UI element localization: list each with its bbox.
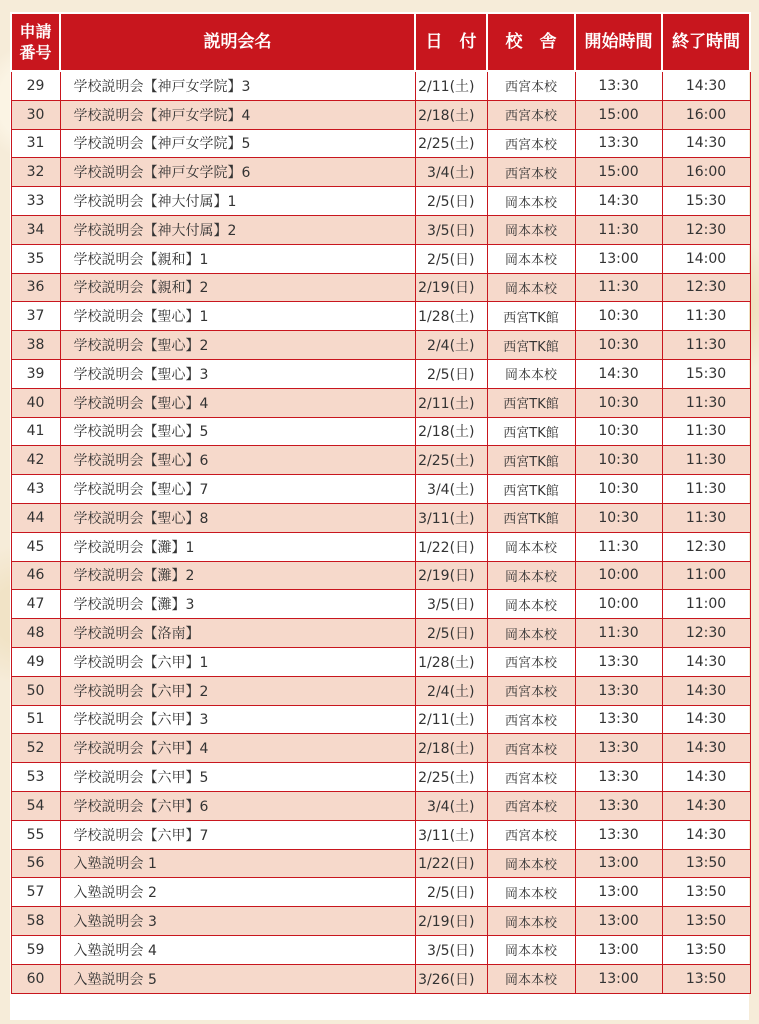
cell-application-number: 32 [11,158,60,187]
cell-date: 2/5(日) [415,187,487,216]
cell-application-number: 37 [11,302,60,331]
cell-date: 2/18(土) [415,734,487,763]
cell-date: 2/18(土) [415,100,487,129]
cell-venue: 西宮本校 [487,791,575,820]
table-row [11,331,750,360]
cell-date: 2/25(土) [415,129,487,158]
cell-venue: 西宮本校 [487,820,575,849]
table-row [11,158,750,187]
cell-end-time: 15:30 [662,359,750,388]
cell-venue: 岡本本校 [487,244,575,273]
cell-application-number: 34 [11,215,60,244]
table-row [11,71,750,100]
cell-venue: 西宮TK館 [487,388,575,417]
cell-session-name: 学校説明会【聖心】5 [60,417,415,446]
cell-venue: 西宮本校 [487,158,575,187]
cell-date: 2/25(土) [415,446,487,475]
cell-start-time: 10:00 [575,590,662,619]
cell-application-number: 55 [11,820,60,849]
cell-start-time: 13:00 [575,878,662,907]
table-row [11,503,750,532]
cell-application-number: 39 [11,359,60,388]
cell-venue: 西宮本校 [487,705,575,734]
cell-date: 2/19(日) [415,561,487,590]
cell-start-time: 11:30 [575,215,662,244]
cell-start-time: 13:30 [575,791,662,820]
cell-date: 2/5(日) [415,359,487,388]
cell-end-time: 13:50 [662,907,750,936]
table-body [11,71,750,993]
cell-session-name: 学校説明会【灘】2 [60,561,415,590]
cell-venue: 西宮本校 [487,129,575,158]
cell-application-number: 60 [11,964,60,993]
cell-application-number: 45 [11,532,60,561]
cell-session-name: 入塾説明会 3 [60,907,415,936]
cell-end-time: 16:00 [662,158,750,187]
table-row [11,964,750,993]
cell-venue: 岡本本校 [487,215,575,244]
table-row [11,187,750,216]
table-row [11,907,750,936]
cell-end-time: 11:00 [662,590,750,619]
cell-date: 2/19(日) [415,273,487,302]
cell-session-name: 学校説明会【聖心】7 [60,475,415,504]
table-row [11,532,750,561]
cell-venue: 西宮本校 [487,676,575,705]
header-date: 日 付 [415,13,487,71]
cell-date: 3/11(土) [415,820,487,849]
cell-end-time: 14:30 [662,129,750,158]
cell-application-number: 51 [11,705,60,734]
cell-start-time: 13:30 [575,647,662,676]
cell-start-time: 10:30 [575,417,662,446]
cell-venue: 岡本本校 [487,935,575,964]
cell-end-time: 14:30 [662,763,750,792]
cell-application-number: 47 [11,590,60,619]
table-row [11,935,750,964]
cell-end-time: 13:50 [662,935,750,964]
cell-venue: 岡本本校 [487,187,575,216]
cell-end-time: 14:30 [662,705,750,734]
cell-end-time: 14:00 [662,244,750,273]
cell-application-number: 33 [11,187,60,216]
cell-venue: 岡本本校 [487,590,575,619]
cell-date: 2/5(日) [415,619,487,648]
cell-start-time: 11:30 [575,532,662,561]
cell-application-number: 50 [11,676,60,705]
cell-session-name: 学校説明会【親和】2 [60,273,415,302]
cell-session-name: 学校説明会【聖心】6 [60,446,415,475]
cell-application-number: 53 [11,763,60,792]
cell-end-time: 11:30 [662,302,750,331]
header-no-line1: 申請 [19,22,52,41]
cell-date: 1/28(土) [415,302,487,331]
cell-start-time: 13:30 [575,820,662,849]
cell-start-time: 10:30 [575,475,662,504]
cell-session-name: 学校説明会【聖心】1 [60,302,415,331]
cell-start-time: 15:00 [575,100,662,129]
cell-session-name: 学校説明会【洛南】 [60,619,415,648]
table-row [11,475,750,504]
cell-venue: 西宮TK館 [487,302,575,331]
cell-end-time: 12:30 [662,532,750,561]
header-session-name: 説明会名 [60,13,415,71]
cell-date: 1/28(土) [415,647,487,676]
cell-session-name: 学校説明会【神戸女学院】5 [60,129,415,158]
cell-end-time: 11:30 [662,331,750,360]
cell-end-time: 11:30 [662,475,750,504]
cell-date: 2/11(土) [415,705,487,734]
cell-date: 2/18(土) [415,417,487,446]
table-row [11,129,750,158]
cell-venue: 岡本本校 [487,273,575,302]
header-start-time: 開始時間 [575,13,662,71]
cell-application-number: 48 [11,619,60,648]
cell-session-name: 学校説明会【六甲】2 [60,676,415,705]
cell-application-number: 36 [11,273,60,302]
cell-session-name: 学校説明会【六甲】3 [60,705,415,734]
cell-venue: 西宮TK館 [487,503,575,532]
table-row [11,791,750,820]
cell-start-time: 11:30 [575,273,662,302]
cell-date: 2/5(日) [415,244,487,273]
cell-venue: 西宮本校 [487,763,575,792]
cell-start-time: 13:00 [575,849,662,878]
cell-application-number: 57 [11,878,60,907]
cell-date: 2/4(土) [415,331,487,360]
cell-session-name: 学校説明会【六甲】6 [60,791,415,820]
cell-application-number: 29 [11,71,60,100]
header-no-line2: 番号 [19,43,52,62]
cell-start-time: 13:30 [575,705,662,734]
cell-start-time: 13:00 [575,907,662,936]
cell-end-time: 13:50 [662,878,750,907]
cell-date: 3/4(土) [415,791,487,820]
table-header-row [11,13,750,71]
cell-application-number: 52 [11,734,60,763]
cell-venue: 岡本本校 [487,532,575,561]
cell-start-time: 13:30 [575,129,662,158]
cell-end-time: 14:30 [662,734,750,763]
cell-application-number: 59 [11,935,60,964]
cell-end-time: 11:30 [662,446,750,475]
cell-session-name: 入塾説明会 4 [60,935,415,964]
cell-session-name: 入塾説明会 5 [60,964,415,993]
schedule-table-container [10,12,749,1020]
cell-session-name: 学校説明会【六甲】7 [60,820,415,849]
cell-session-name: 入塾説明会 1 [60,849,415,878]
cell-venue: 西宮本校 [487,734,575,763]
cell-start-time: 10:30 [575,446,662,475]
cell-start-time: 10:30 [575,331,662,360]
table-row [11,561,750,590]
table-row [11,302,750,331]
cell-end-time: 11:00 [662,561,750,590]
cell-application-number: 31 [11,129,60,158]
cell-end-time: 14:30 [662,676,750,705]
table-row [11,417,750,446]
cell-session-name: 入塾説明会 2 [60,878,415,907]
cell-application-number: 43 [11,475,60,504]
cell-start-time: 13:00 [575,935,662,964]
cell-session-name: 学校説明会【聖心】2 [60,331,415,360]
cell-application-number: 30 [11,100,60,129]
table-row [11,820,750,849]
cell-session-name: 学校説明会【六甲】1 [60,647,415,676]
cell-end-time: 12:30 [662,215,750,244]
cell-application-number: 42 [11,446,60,475]
cell-end-time: 11:30 [662,417,750,446]
cell-application-number: 49 [11,647,60,676]
cell-date: 2/4(土) [415,676,487,705]
cell-date: 2/25(土) [415,763,487,792]
cell-venue: 岡本本校 [487,964,575,993]
cell-start-time: 14:30 [575,359,662,388]
cell-venue: 岡本本校 [487,907,575,936]
table-row [11,590,750,619]
cell-venue: 西宮本校 [487,647,575,676]
cell-session-name: 学校説明会【神大付属】2 [60,215,415,244]
cell-session-name: 学校説明会【聖心】4 [60,388,415,417]
cell-application-number: 58 [11,907,60,936]
cell-end-time: 12:30 [662,273,750,302]
cell-date: 1/22(日) [415,532,487,561]
cell-application-number: 35 [11,244,60,273]
cell-date: 3/4(土) [415,475,487,504]
cell-start-time: 13:00 [575,964,662,993]
table-row [11,215,750,244]
cell-session-name: 学校説明会【灘】1 [60,532,415,561]
cell-venue: 西宮TK館 [487,417,575,446]
table-row [11,273,750,302]
cell-venue: 岡本本校 [487,619,575,648]
header-application-number [11,13,60,71]
cell-start-time: 13:30 [575,763,662,792]
cell-end-time: 14:30 [662,71,750,100]
cell-application-number: 40 [11,388,60,417]
cell-application-number: 41 [11,417,60,446]
cell-start-time: 10:00 [575,561,662,590]
cell-session-name: 学校説明会【神大付属】1 [60,187,415,216]
cell-date: 2/11(土) [415,388,487,417]
table-row [11,647,750,676]
table-row [11,388,750,417]
table-row [11,878,750,907]
cell-session-name: 学校説明会【六甲】5 [60,763,415,792]
cell-end-time: 14:30 [662,791,750,820]
cell-venue: 岡本本校 [487,849,575,878]
cell-date: 2/5(日) [415,878,487,907]
cell-start-time: 14:30 [575,187,662,216]
cell-date: 3/4(土) [415,158,487,187]
cell-session-name: 学校説明会【神戸女学院】6 [60,158,415,187]
table-row [11,100,750,129]
cell-application-number: 38 [11,331,60,360]
cell-date: 3/11(土) [415,503,487,532]
cell-session-name: 学校説明会【聖心】8 [60,503,415,532]
cell-session-name: 学校説明会【親和】1 [60,244,415,273]
cell-venue: 岡本本校 [487,878,575,907]
cell-session-name: 学校説明会【神戸女学院】3 [60,71,415,100]
cell-session-name: 学校説明会【灘】3 [60,590,415,619]
table-row [11,446,750,475]
cell-start-time: 13:00 [575,244,662,273]
table-row [11,619,750,648]
cell-date: 3/5(日) [415,590,487,619]
cell-date: 2/11(土) [415,71,487,100]
cell-date: 3/5(日) [415,935,487,964]
cell-end-time: 15:30 [662,187,750,216]
cell-session-name: 学校説明会【聖心】3 [60,359,415,388]
cell-application-number: 54 [11,791,60,820]
cell-end-time: 11:30 [662,388,750,417]
table-row [11,705,750,734]
cell-date: 1/22(日) [415,849,487,878]
cell-venue: 西宮TK館 [487,475,575,504]
table-row [11,676,750,705]
cell-date: 2/19(日) [415,907,487,936]
cell-venue: 西宮TK館 [487,331,575,360]
cell-end-time: 11:30 [662,503,750,532]
table-row [11,244,750,273]
cell-end-time: 14:30 [662,820,750,849]
cell-application-number: 44 [11,503,60,532]
cell-date: 3/26(日) [415,964,487,993]
cell-end-time: 16:00 [662,100,750,129]
cell-start-time: 10:30 [575,503,662,532]
cell-session-name: 学校説明会【六甲】4 [60,734,415,763]
table-row [11,849,750,878]
cell-venue: 西宮本校 [487,71,575,100]
cell-end-time: 13:50 [662,849,750,878]
cell-venue: 西宮TK館 [487,446,575,475]
cell-start-time: 13:30 [575,71,662,100]
header-venue: 校 舎 [487,13,575,71]
header-end-time: 終了時間 [662,13,750,71]
cell-application-number: 56 [11,849,60,878]
cell-start-time: 10:30 [575,302,662,331]
cell-application-number: 46 [11,561,60,590]
table-row [11,763,750,792]
cell-end-time: 13:50 [662,964,750,993]
cell-start-time: 10:30 [575,388,662,417]
cell-end-time: 14:30 [662,647,750,676]
cell-session-name: 学校説明会【神戸女学院】4 [60,100,415,129]
cell-end-time: 12:30 [662,619,750,648]
cell-start-time: 13:30 [575,676,662,705]
table-row [11,734,750,763]
cell-date: 3/5(日) [415,215,487,244]
cell-venue: 岡本本校 [487,561,575,590]
cell-start-time: 15:00 [575,158,662,187]
schedule-table [10,12,751,994]
cell-start-time: 11:30 [575,619,662,648]
cell-venue: 岡本本校 [487,359,575,388]
cell-start-time: 13:30 [575,734,662,763]
cell-venue: 西宮本校 [487,100,575,129]
table-row [11,359,750,388]
